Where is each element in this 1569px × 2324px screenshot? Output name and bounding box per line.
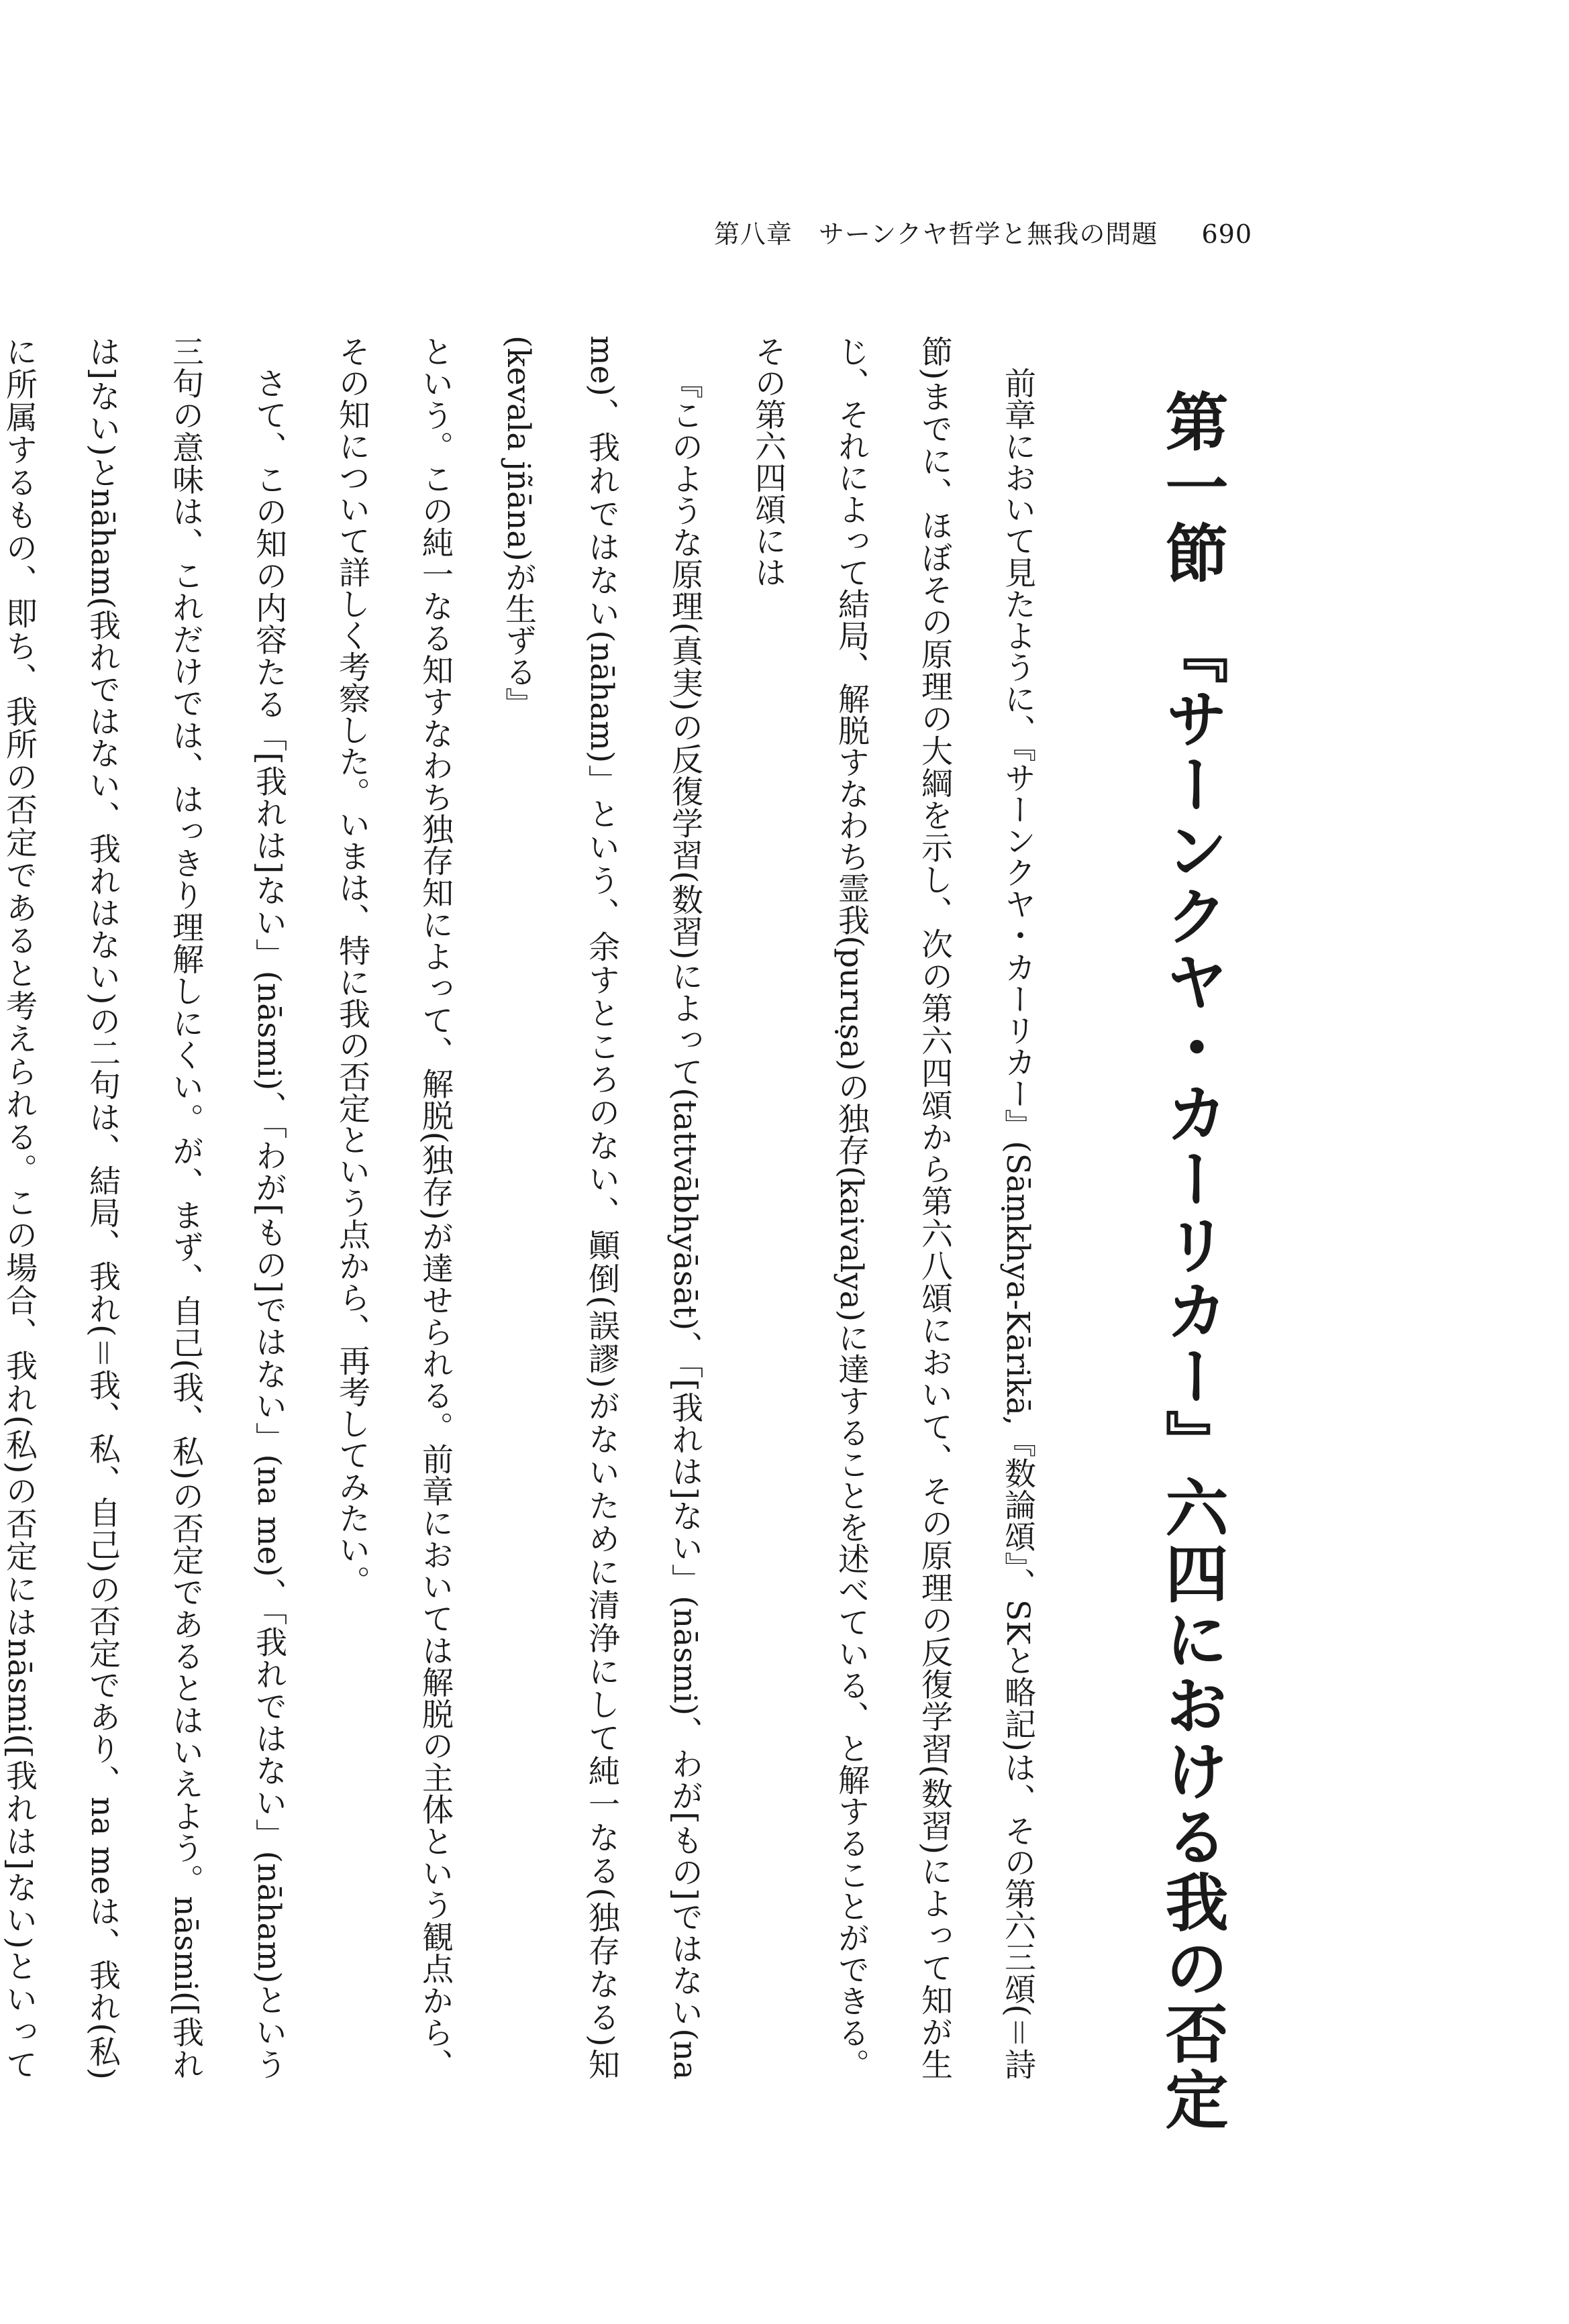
running-header bbox=[714, 213, 1252, 250]
chapter-title: 第八章 サーンクヤ哲学と無我の問題 bbox=[713, 219, 1158, 249]
paragraph-2: という。この純一なる知すなわち独存知によって、解脱(独存)が達せられる。前章においては解脱の主体という観点から、その知について詳しく考察した。いまは、特に我の否定という点から、再考してみたい。 bbox=[334, 335, 454, 2080]
paragraph-3: さて、この知の内容たる「[我れは]ない」(nāsmi)、「わが[もの]ではない」(na me)、「我れではない」(nāham)という三句の意味は、これだけでは、はっきり理解しにくい。が、まず、自己(我、私)の否定であるとはいえよう。nāsmi([我れは]ない)とnāham(我れではない、我れはない)の二句は、結局、我れ(＝我、私、自己)の否定であり、na meは、我れ(私)に所属するもの、即ち、我所の否定であると考えられる。この場合、我れ(私)の否定にはnāsmi([我れは]ない)といって bbox=[1, 335, 287, 2080]
body-text bbox=[0, 335, 1059, 2080]
page-number: 690 bbox=[1201, 219, 1252, 249]
quotation: 『このような原理(真実)の反復学習(数習)によって(tattvābhyāsāt)、「[我れは]ない」(nāsmi)、わが[もの]ではない(na me)、我れではない(nāham)」という、余すところのない、顚倒(誤謬)がないために清浄にして純一なる(独存なる)知(kevala jñāna)が生ずる』 bbox=[500, 335, 703, 2080]
paragraph-1: 前章において見たように、『サーンクヤ・カーリカー』(Sāṃkhya-Kārikā,『数論頌』、SKと略記)は、その第六三頌(＝詩節)までに、ほぼその原理の大綱を示し、次の第六四頌から第六八頌において、その原理の反復学習(数習)によって知が生じ、それによって結局、解脱すなわち霊我(puruṣa)の独存(kaivalya)に達することを述べている、と解することができる。その第六四頌には bbox=[750, 335, 1036, 2080]
section-title: 第一節 『サーンクヤ・カーリカー』六四における我の否定 bbox=[1154, 389, 1228, 2133]
